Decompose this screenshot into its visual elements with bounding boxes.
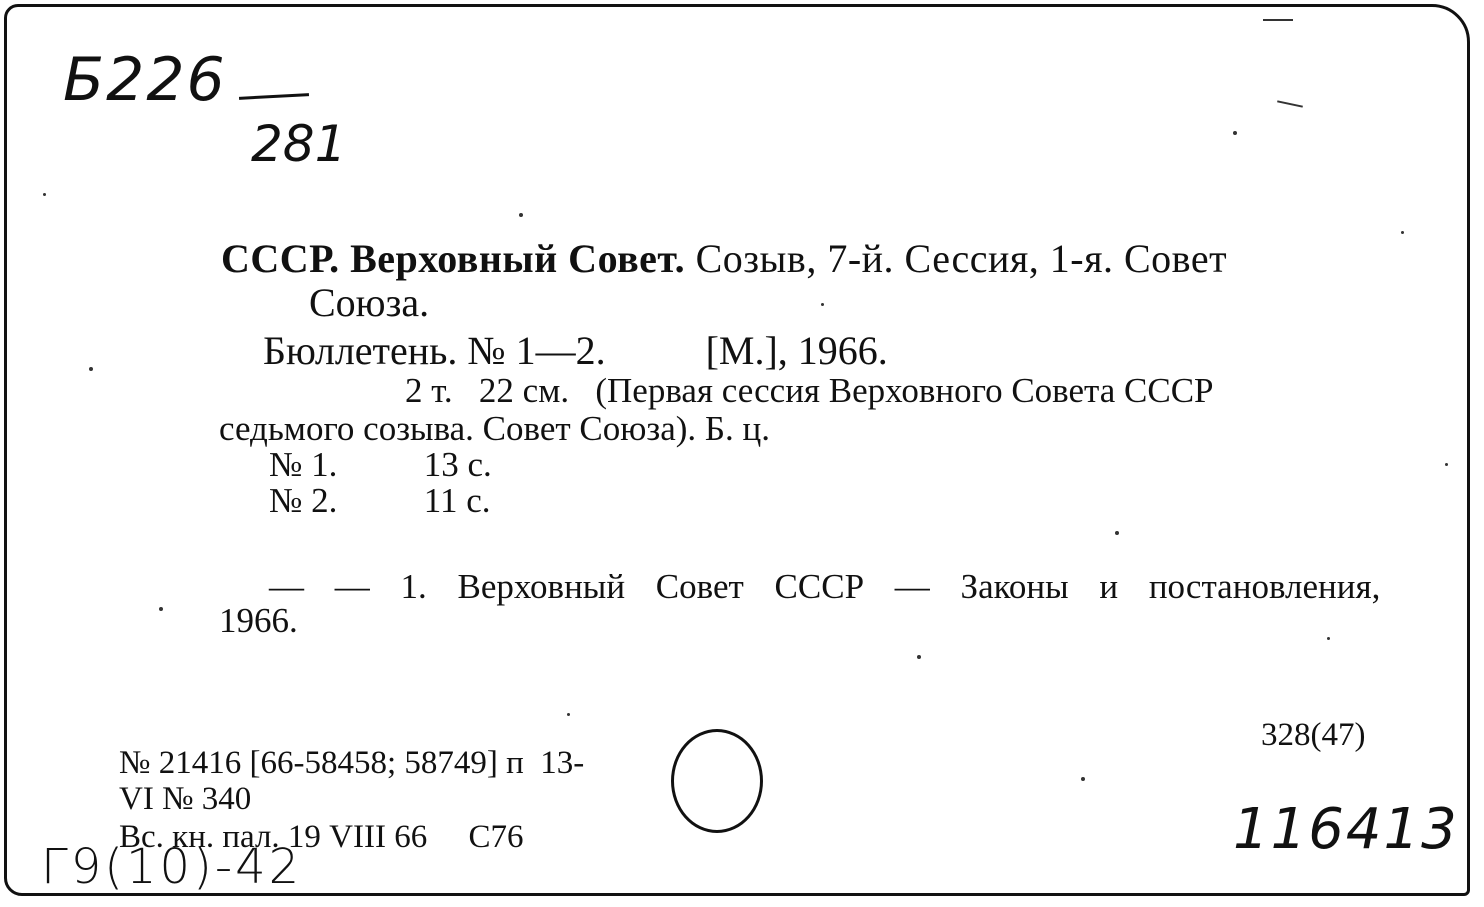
- scan-speck: [519, 213, 523, 217]
- handwritten-call-number: [63, 45, 227, 115]
- scan-speck: [89, 367, 93, 371]
- issue-row: [269, 481, 491, 521]
- scan-speck: [821, 303, 824, 306]
- subject-heading-line2: 1966.: [219, 601, 298, 640]
- issue-row: [269, 445, 492, 485]
- handwritten-bottom-left: Г9(10)-42: [41, 839, 303, 895]
- scan-speck: [1115, 531, 1119, 535]
- heading-rest: Созыв, 7-й. Сессия, 1-я. Совет: [695, 236, 1228, 281]
- call-number-fraction-line: [239, 93, 309, 100]
- scan-speck: [567, 713, 570, 716]
- scan-speck: [917, 655, 921, 659]
- punch-hole-circle: [671, 729, 763, 833]
- issue-pages: 11 с.: [423, 481, 491, 520]
- call-number-top: Б226: [63, 45, 227, 115]
- entry-heading: [221, 235, 1227, 282]
- entry-title: Бюллетень. № 1—2.: [263, 328, 606, 373]
- footer-line2: VI № 340: [119, 781, 252, 817]
- scan-speck: [1445, 463, 1448, 466]
- physical-description-line2: седьмого созыва. Совет Союза). Б. ц.: [219, 409, 770, 448]
- footer-line3: Вс. кн. пал. 19 VIII 66 С76: [119, 819, 524, 855]
- physical-description-line1: 2 т. 22 см. (Первая сессия Верховного Совета СССР: [405, 371, 1214, 410]
- handwritten-bottom-right: 116413: [1233, 797, 1459, 862]
- scan-speck: [1233, 131, 1237, 135]
- scan-speck: [1401, 231, 1404, 234]
- scan-speck: [1081, 777, 1085, 781]
- footer-line1: № 21416 [66-58458; 58749] п 13-: [119, 745, 585, 781]
- heading-bold: СССР. Верховный Совет.: [221, 236, 686, 281]
- heading-continuation: Союза.: [309, 280, 430, 325]
- subject-heading-line1: — — 1. Верховный Совет СССР — Законы и постановления,: [269, 567, 1381, 606]
- classification-number: 328(47): [1261, 717, 1366, 753]
- scan-speck: [43, 193, 46, 196]
- scan-speck: [1327, 637, 1330, 640]
- catalog-card: [4, 4, 1470, 896]
- call-number-sub: 281: [251, 115, 347, 173]
- issue-number: № 2.: [269, 481, 338, 520]
- issue-number: № 1.: [269, 445, 338, 484]
- scan-speck: [159, 607, 163, 611]
- issue-pages: 13 с.: [423, 445, 492, 484]
- scan-speck: [1277, 100, 1303, 107]
- entry-imprint: [М.], 1966.: [705, 328, 888, 373]
- scan-speck: [1263, 19, 1293, 21]
- entry-title-line: [263, 327, 888, 374]
